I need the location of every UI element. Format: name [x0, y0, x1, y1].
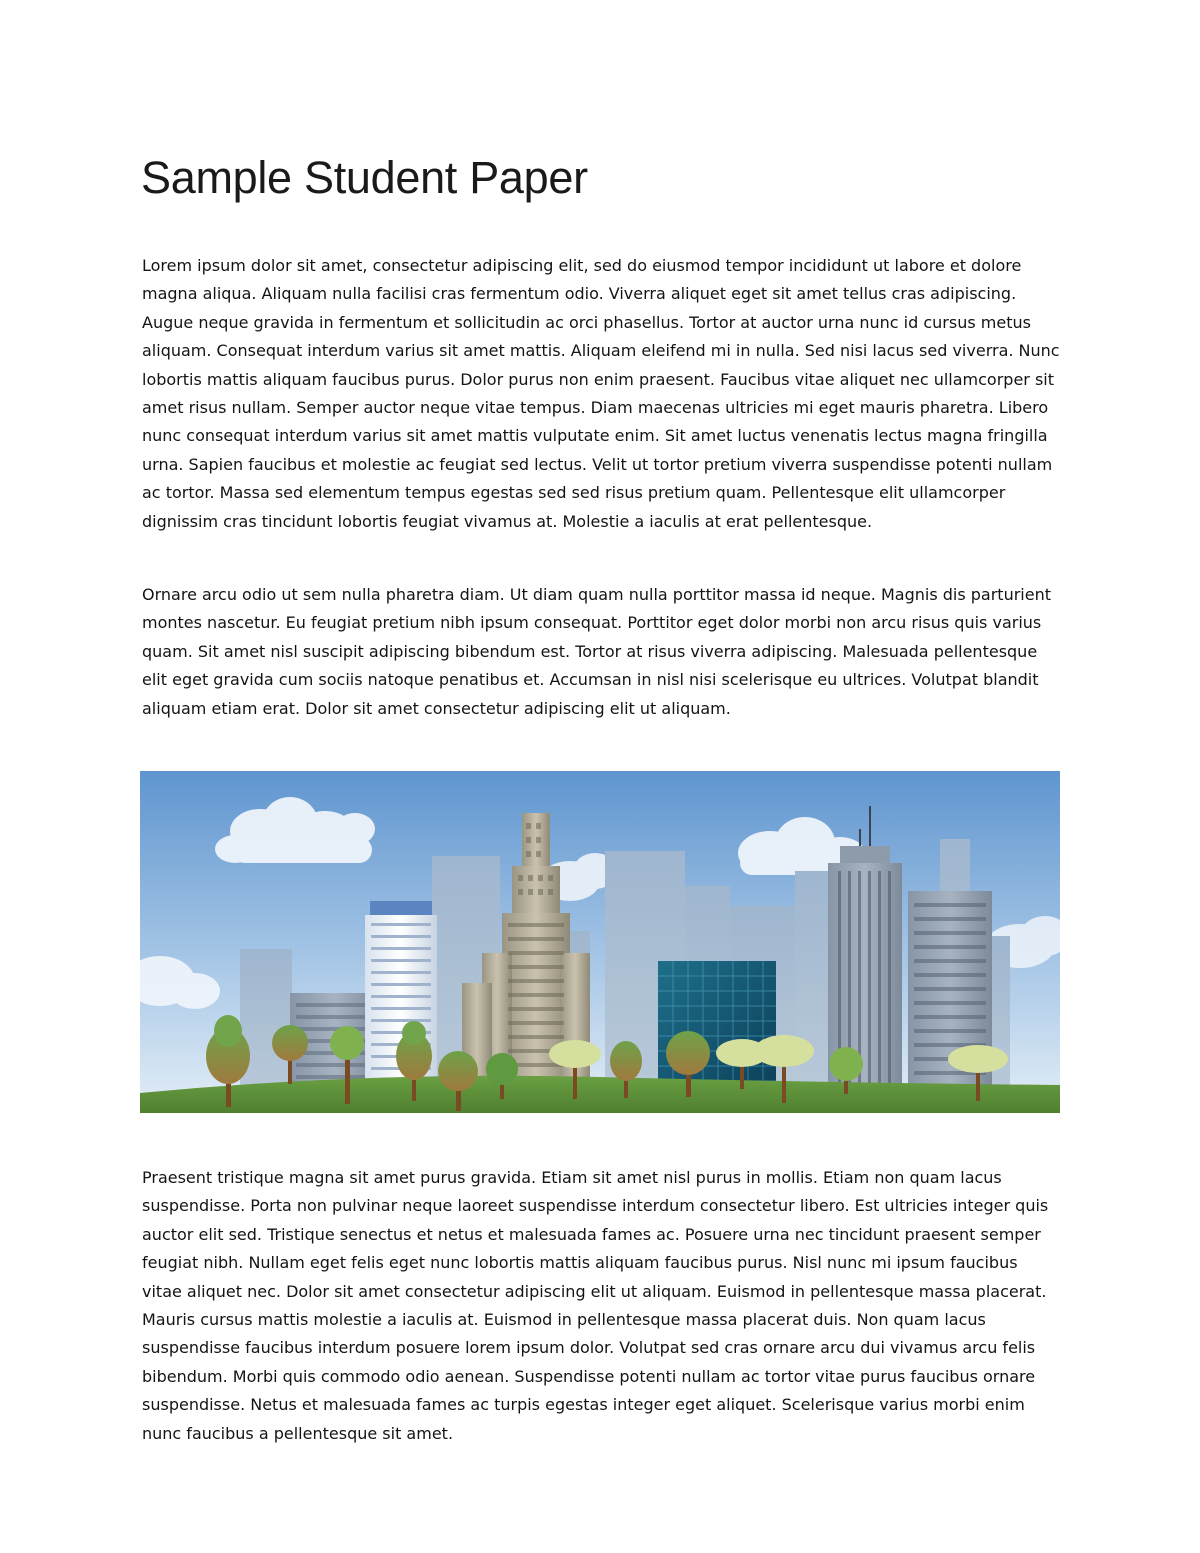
- body-paragraph-3: Praesent tristique magna sit amet purus gravida. Etiam sit amet nisl purus in mollis. Etiam non quam lacus suspendisse. Porta non pulvinar neque laoreet suspendisse interdum consectetur libero. Est ultricies integer quis auctor elit sed. Tristique senectus et netus et malesuada fames ac. Posuere urna nec tincidunt praesent semper feugiat nibh. Nullam eget felis eget nunc lobortis mattis aliquam faucibus purus. Nisl nunc mi ipsum faucibus vitae aliquet nec. Dolor sit amet consectetur adipiscing elit ut aliquam. Euismod in pellentesque massa placerat. Mauris cursus mattis molestie a iaculis at. Euismod in pellentesque massa placerat duis. Non quam lacus suspendisse faucibus interdum posuere lorem ipsum dolor. Volutpat sed cras ornare arcu dui vivamus arcu felis bibendum. Morbi quis commodo odio aenean. Suspendisse potenti nullam ac tortor vitae purus faucibus ornare suspendisse. Netus et malesuada fames ac turpis egestas integer eget aliquet. Scelerisque varius morbi enim nunc faucibus a pellentesque sit amet.: [142, 1168, 1049, 1443]
- teal-glass-building: [658, 961, 776, 1096]
- body-paragraph-1: Lorem ipsum dolor sit amet, consectetur adipiscing elit, sed do eiusmod tempor incididunt ut labore et dolore magna aliqua. Aliquam nulla facilisi cras fermentum odio. Viverra aliquet eget sit amet tellus cras adipiscing. Augue neque gravida in fermentum et sollicitudin ac orci phasellus. Tortor at auctor urna nunc id cursus metus aliquam. Consequat interdum varius sit amet mattis. Aliquam eleifend mi in nulla. Sed nisi lacus sed viverra. Nunc lobortis mattis aliquam faucibus purus. Dolor purus non enim praesent. Faucibus vitae aliquet nec ullamcorper sit amet risus nullam. Semper auctor neque vitae tempus. Diam maecenas ultricies mi eget mauris pharetra. Libero nunc consequat interdum varius sit amet mattis vulputate enim. Sit amet luctus venenatis lectus magna fringilla urna. Sapien faucibus et molestie ac feugiat sed lectus. Velit ut tortor pretium viverra suspendisse potenti nullam ac tortor. Massa sed elementum tempus egestas sed sed risus pretium quam. Pellentesque elit ullamcorper dignissim cras tincidunt lobortis feugiat vivamus at. Molestie a iaculis at erat pellentesque.: [142, 256, 1060, 531]
- city-skyline-illustration: [140, 771, 1060, 1113]
- document-title: Sample Student Paper: [141, 152, 588, 203]
- body-paragraph-2: Ornare arcu odio ut sem nulla pharetra diam. Ut diam quam nulla porttitor massa id neque. Magnis dis parturient montes nascetur. Eu feugiat pretium nibh ipsum consequat. Porttitor eget dolor morbi non arcu risus quis varius quam. Sit amet nisl suscipit adipiscing bibendum est. Tortor at risus viverra adipiscing. Malesuada pellentesque elit eget gravida cum sociis natoque penatibus et. Accumsan in nisl nisi scelerisque eu ultrices. Volutpat blandit aliquam etiam erat. Dolor sit amet consectetur adipiscing elit ut aliquam.: [142, 585, 1051, 718]
